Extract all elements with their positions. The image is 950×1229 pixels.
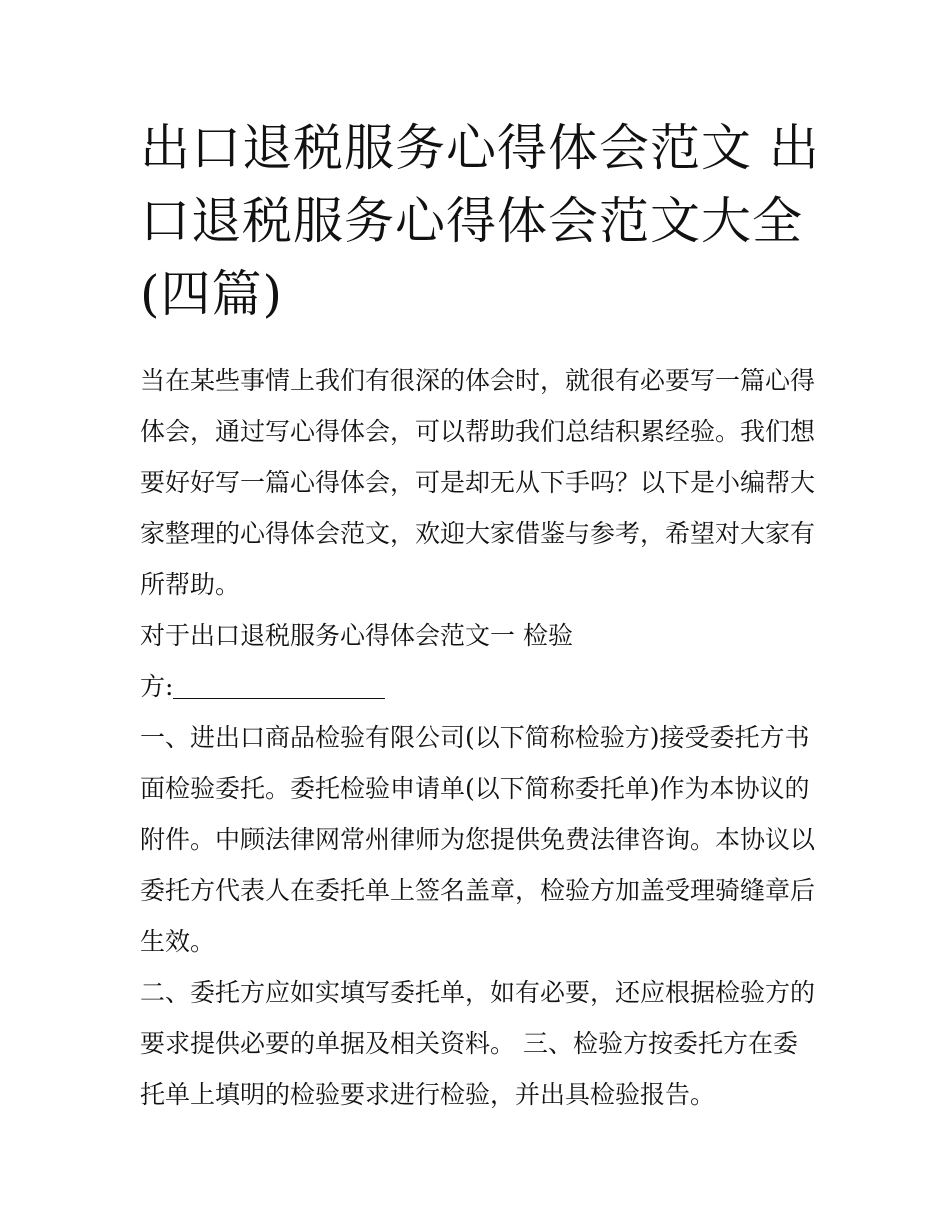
document-page [140,112,820,1120]
title-line: (四篇) [140,265,284,323]
text-line: 面检验委托。委托检验申请单(以下简称委托单)作为本协议的 [140,774,810,803]
text-line: 二、委托方应如实填写委托单，如有必要，还应根据检验方的 [140,978,816,1007]
text-line: 托单上填明的检验要求进行检验，并出具检验报告。 [140,1080,716,1109]
title-line: 口退税服务心得体会范文大全 [140,192,803,250]
text-line: 一、进出口商品检验有限公司(以下简称检验方)接受委托方书 [140,723,810,752]
section-heading: 对于出口退税服务心得体会范文一 检验 [140,621,573,650]
document-body [140,355,820,1120]
text-line: 委托方代表人在委托单上签名盖章，检验方加盖受理骑缝章后 [140,876,816,905]
intro-paragraph [140,355,820,610]
text-line: 家整理的心得体会范文，欢迎大家借鉴与参考，希望对大家有 [140,519,816,548]
text-line: 体会，通过写心得体会，可以帮助我们总结积累经验。我们想 [140,417,816,446]
inspector-label: 方: [140,672,174,701]
text-line: 所帮助。 [140,570,241,599]
text-line: 当在某些事情上我们有很深的体会时，就很有必要写一篇心得 [140,366,816,395]
inspector-field [140,661,820,712]
inspector-blank-line [173,668,385,699]
clause-1 [140,712,820,967]
text-line: 要好好写一篇心得体会，可是却无从下手吗？以下是小编帮大 [140,468,816,497]
text-line: 要求提供必要的单据及相关资料。 三、检验方按委托方在委 [140,1029,798,1058]
document-title [140,112,820,331]
text-line: 生效。 [140,927,216,956]
text-line: 附件。中顾法律网常州律师为您提供免费法律咨询。本协议以 [140,825,816,854]
clause-2 [140,967,820,1120]
title-line: 出口退税服务心得体会范文 出 [140,119,820,177]
